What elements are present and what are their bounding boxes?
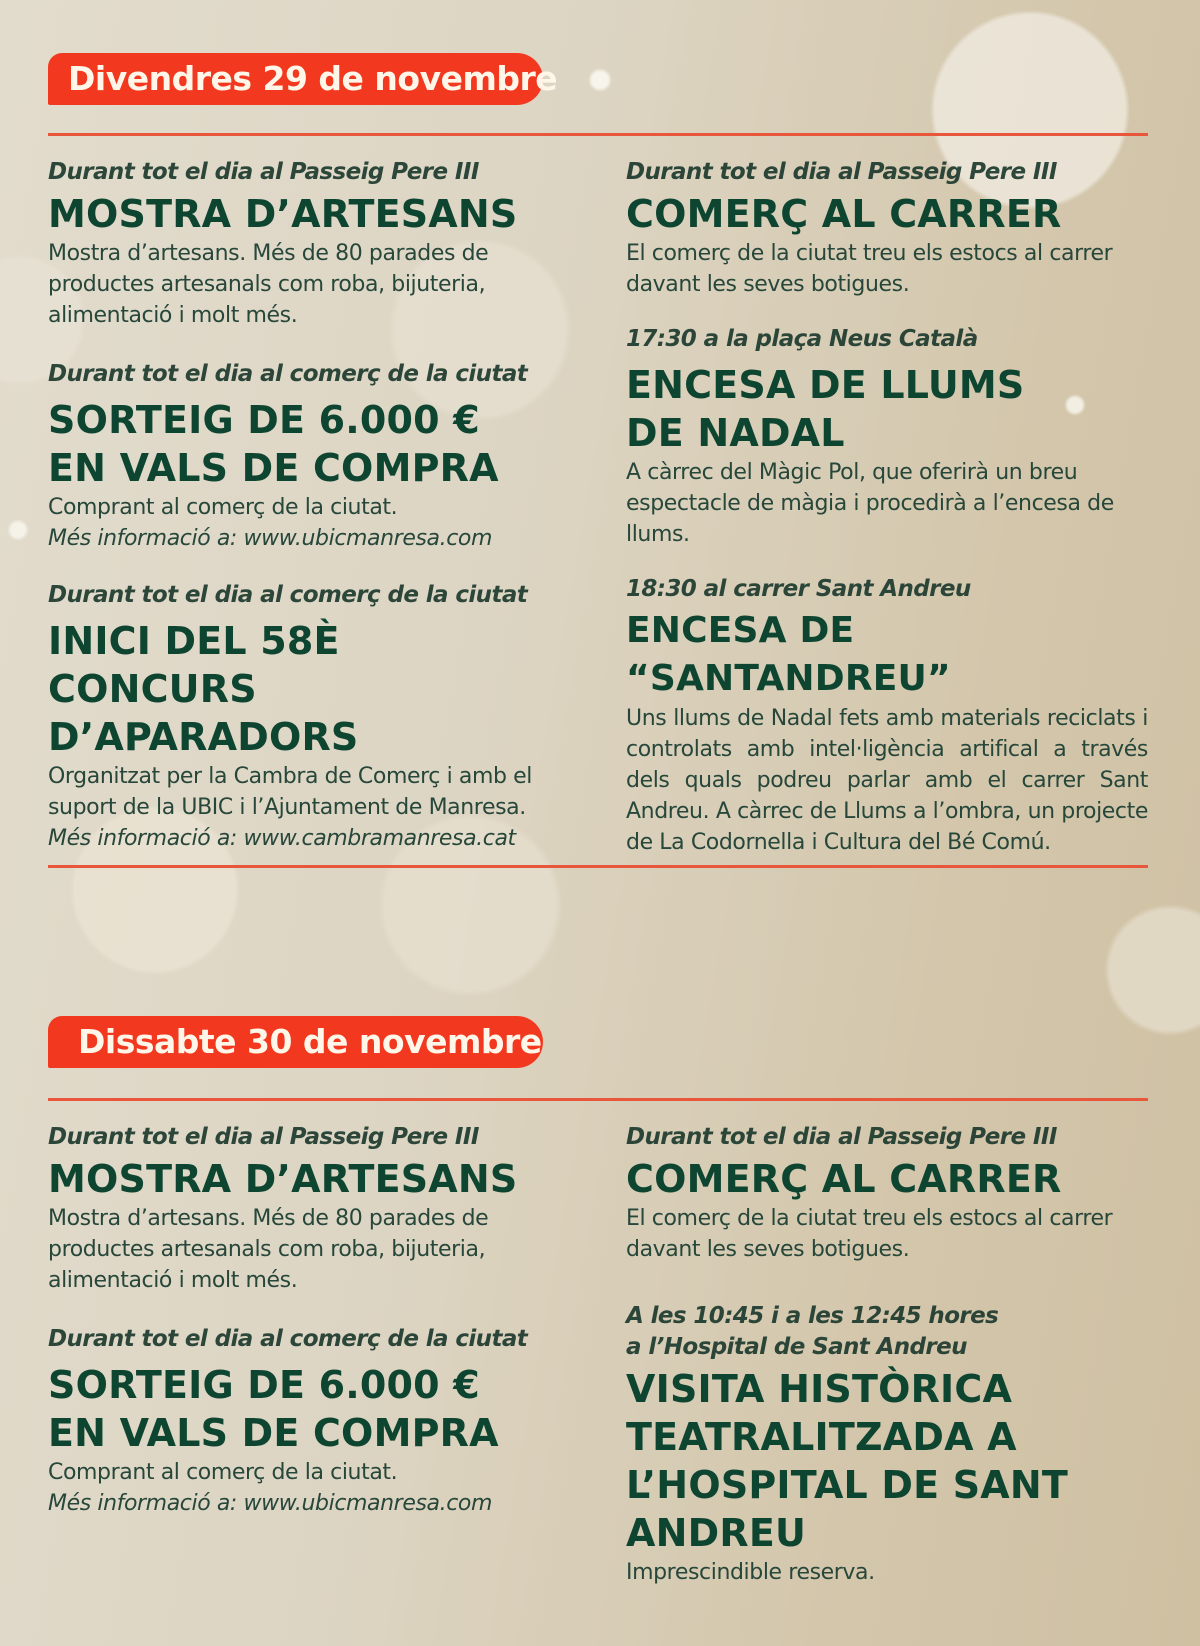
date-label: Dissabte 30 de novembre — [78, 1022, 542, 1061]
event-title: VISITA HISTÒRICA — [626, 1367, 1013, 1411]
event-title: ENCESA DE “SANTANDREU” — [626, 610, 951, 699]
event-when: Durant tot el dia al Passeig Pere III — [48, 1124, 479, 1150]
event-where: a l’Hospital de Sant Andreu — [626, 1334, 967, 1360]
event-mostra-artesans — [48, 1122, 558, 1296]
event-description: El comerç de la ciutat treu els estocs al carrer davant les seves botigues. — [626, 241, 1113, 297]
event-sorteig — [48, 359, 558, 554]
event-when: 17:30 a la plaça Neus Català — [626, 326, 978, 352]
event-title: SORTEIG DE 6.000 € — [48, 1363, 480, 1407]
event-encesa-santandreu — [626, 574, 1148, 858]
event-title: INICI DEL 58È CONCURS — [48, 619, 340, 711]
divider-line — [48, 133, 1148, 136]
events-column-right — [626, 1122, 1148, 1588]
event-when: A les 10:45 i a les 12:45 hores — [626, 1303, 999, 1329]
event-title: EN VALS DE COMPRA — [48, 1411, 499, 1455]
event-concurs-aparadors — [48, 580, 558, 854]
event-title: D’APARADORS — [48, 715, 359, 759]
events-column-left — [48, 157, 558, 854]
event-more-info-link[interactable]: Més informació a: www.ubicmanresa.com — [48, 1491, 492, 1516]
event-when: 18:30 al carrer Sant Andreu — [626, 576, 971, 602]
event-description: Uns llums de Nadal fets amb materials reciclats i controlats amb intel·ligència artifical a través dels quals podreu parlar amb el carrer Sant Andreu. A càrrec de Llums a l’ombra, un projecte de La Codornella i Cultura del Bé Comú. — [626, 706, 1148, 855]
event-title: MOSTRA D’ARTESANS — [48, 1157, 518, 1201]
event-when: Durant tot el dia al comerç de la ciutat — [48, 361, 528, 387]
event-title: TEATRALITZADA A — [626, 1415, 1017, 1459]
event-description: Imprescindible reserva. — [626, 1560, 875, 1585]
events-column-right — [626, 157, 1148, 858]
event-when: Durant tot el dia al Passeig Pere III — [48, 159, 479, 185]
event-description: El comerç de la ciutat treu els estocs al carrer davant les seves botigues. — [626, 1206, 1113, 1262]
event-description: Mostra d’artesans. Més de 80 parades de productes artesanals com roba, bijuteria, alimentació i molt més. — [48, 241, 489, 328]
event-comerc-carrer — [626, 1122, 1148, 1265]
event-title: DE NADAL — [626, 411, 845, 455]
event-comerc-carrer — [626, 157, 1148, 300]
event-description: Mostra d’artesans. Més de 80 parades de productes artesanals com roba, bijuteria, alimentació i molt més. — [48, 1206, 489, 1293]
event-visita-historica — [626, 1301, 1148, 1588]
event-description: Organitzat per la Cambra de Comerç i amb el suport de la UBIC i l’Ajuntament de Manresa. — [48, 764, 532, 820]
event-title: SORTEIG DE 6.000 € — [48, 398, 480, 442]
event-title: ENCESA DE LLUMS — [626, 363, 1025, 407]
event-title: MOSTRA D’ARTESANS — [48, 192, 518, 236]
event-encesa-llums — [626, 324, 1148, 550]
date-badge — [48, 1016, 543, 1068]
event-sorteig — [48, 1324, 558, 1519]
section-end-divider — [48, 865, 1148, 868]
divider-line — [48, 1098, 1148, 1101]
event-more-info-link[interactable]: Més informació a: www.cambramanresa.cat — [48, 826, 516, 851]
event-description: Comprant al comerç de la ciutat. — [48, 1460, 398, 1485]
event-when: Durant tot el dia al comerç de la ciutat — [48, 582, 528, 608]
event-title: COMERÇ AL CARRER — [626, 1157, 1062, 1201]
event-more-info-link[interactable]: Més informació a: www.ubicmanresa.com — [48, 526, 492, 551]
event-title: COMERÇ AL CARRER — [626, 192, 1062, 236]
event-when: Durant tot el dia al Passeig Pere III — [626, 1124, 1057, 1150]
event-mostra-artesans — [48, 157, 558, 331]
event-when: Durant tot el dia al comerç de la ciutat — [48, 1326, 528, 1352]
event-description: Comprant al comerç de la ciutat. — [48, 495, 398, 520]
event-title: L’HOSPITAL DE SANT — [626, 1463, 1069, 1507]
event-when: Durant tot el dia al Passeig Pere III — [626, 159, 1057, 185]
date-badge — [48, 53, 558, 105]
event-title: ANDREU — [626, 1511, 807, 1555]
event-description: A càrrec del Màgic Pol, que oferirà un breu espectacle de màgia i procedirà a l’encesa de llums. — [626, 460, 1114, 547]
event-title: EN VALS DE COMPRA — [48, 446, 499, 490]
events-column-left — [48, 1122, 558, 1519]
date-label: Divendres 29 de novembre — [68, 59, 558, 98]
